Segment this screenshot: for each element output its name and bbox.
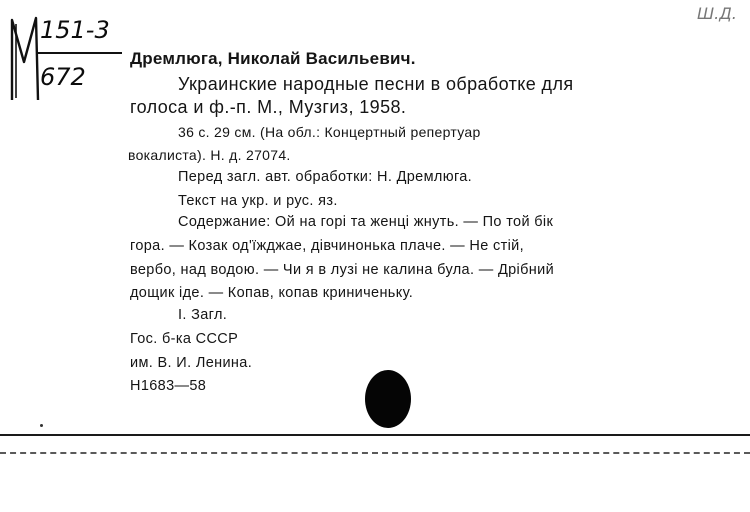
physical-description-line-1: 36 с. 29 см. (На обл.: Концертный репертуар <box>178 124 481 140</box>
card-bottom-edge <box>0 434 750 436</box>
punch-hole <box>365 370 411 428</box>
physical-description-line-2: вокалиста). Н. д. 27074. <box>128 147 291 163</box>
contents-line-3: вербо, над водою. — Чи я в лузі не калина була. — Дрібний <box>130 262 555 278</box>
shelf-mark-bottom: 672 <box>40 63 86 91</box>
tracing: I. Загл. <box>178 307 228 323</box>
perforation-line <box>0 452 750 454</box>
contents-line-2: гора. — Козак од'їжджае, дівчинонька плаче. — Не стій, <box>130 238 524 254</box>
title-line-2: голоса и ф.-п. М., Музгиз, 1958. <box>130 97 407 117</box>
note-arranger: Перед загл. авт. обработки: Н. Дремлюга. <box>178 169 473 185</box>
corner-mark: Ш.Д. <box>697 4 737 23</box>
title-line-1: Украинские народные песни в обработке для <box>178 74 574 94</box>
contents-line-1: Содержание: Ой на горі та женці жнуть. — По той бік <box>178 214 554 230</box>
card-number: Н1683—58 <box>130 378 207 394</box>
shelf-mark-underline <box>38 52 122 54</box>
shelf-mark-top: 151-3 <box>40 16 110 44</box>
note-language: Текст на укр. и рус. яз. <box>178 193 338 209</box>
author-heading: Дремлюга, Николай Васильевич. <box>130 49 416 68</box>
library-name-line-1: Гос. б-ка СССР <box>130 331 239 347</box>
speck <box>40 424 43 427</box>
library-name-line-2: им. В. И. Ленина. <box>130 355 253 371</box>
contents-line-4: дощик іде. — Копав, копав криниченьку. <box>130 285 414 301</box>
